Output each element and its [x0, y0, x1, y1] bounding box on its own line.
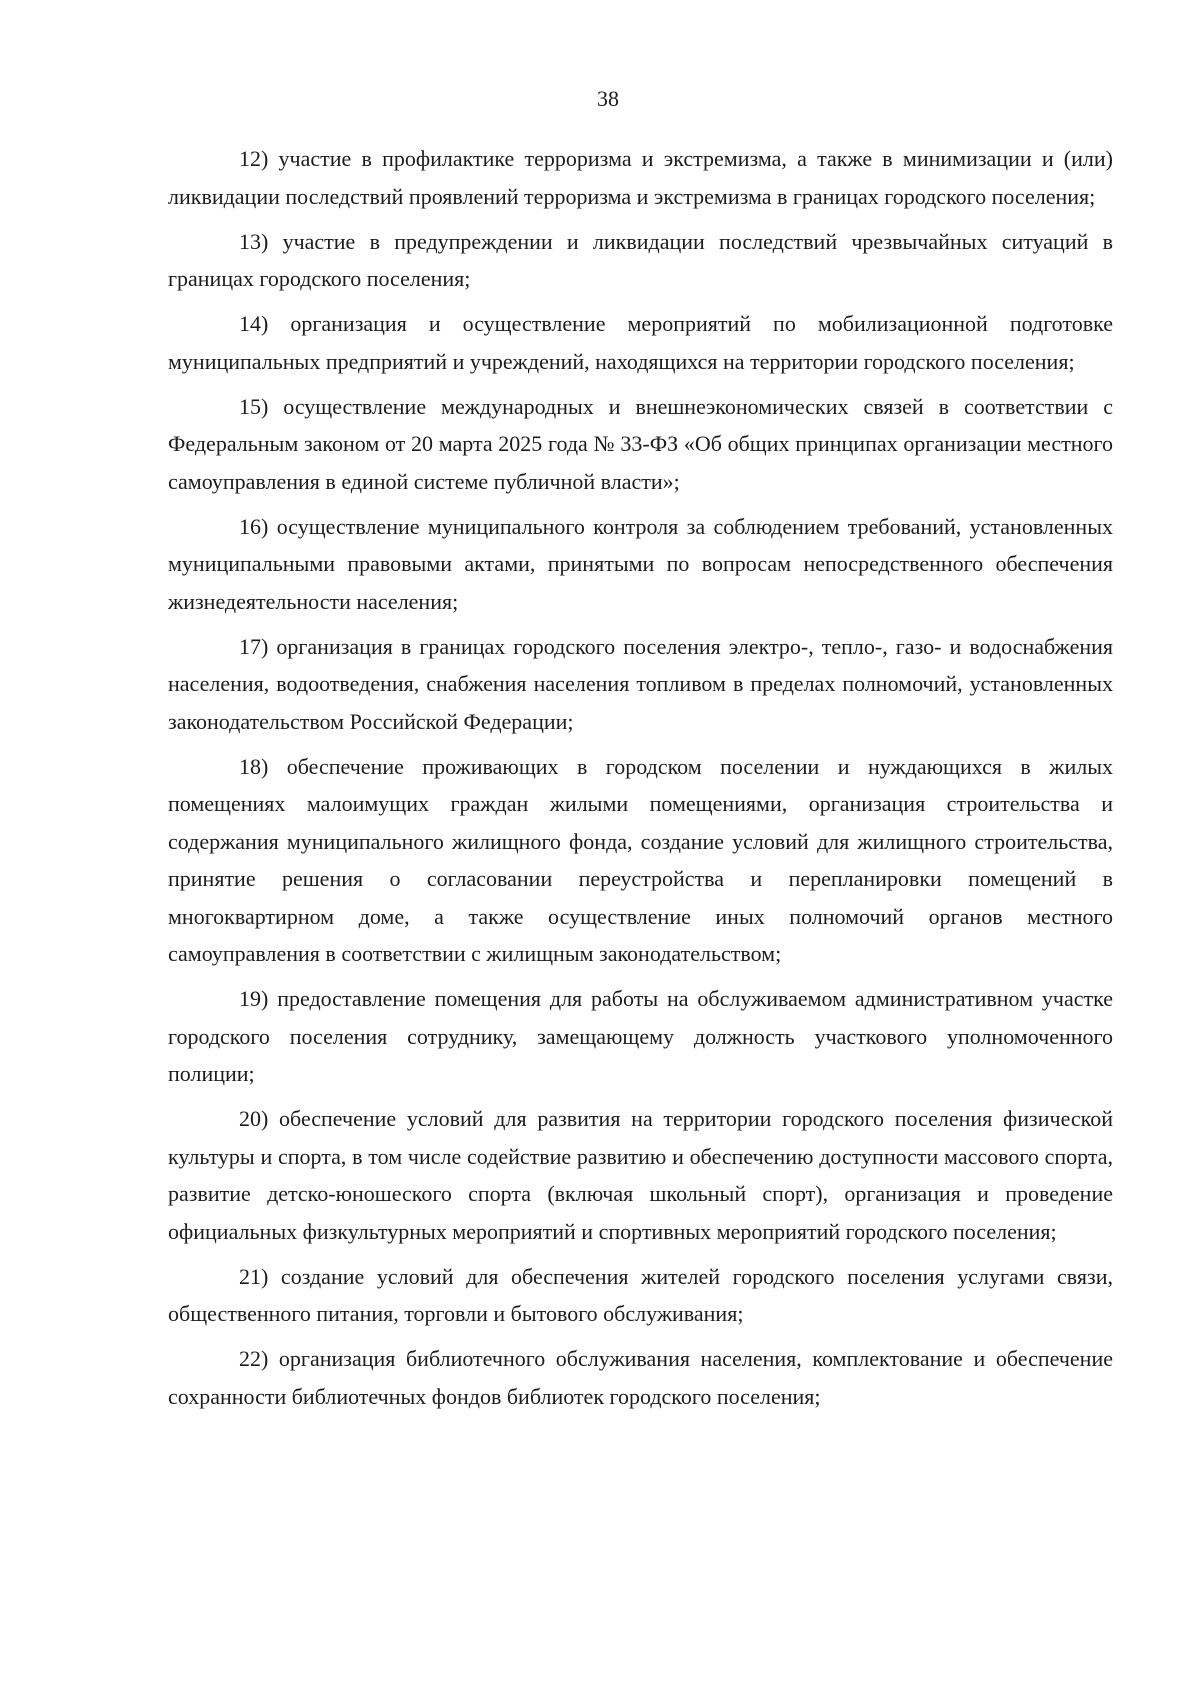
paragraph-item-20: 20) обеспечение условий для развития на территории городского поселения физической культуры и спорта, в том числе содействие развитию и обеспечению доступности массового спорта, развитие детско-юношеского спорта (включая школьный спорт), организация и проведение официальных физкультурных мероприятий и спортивных мероприятий городского поселения;: [168, 1106, 1113, 1244]
paragraph-item-22: 22) организация библиотечного обслуживания населения, комплектование и обеспечение сохранности библиотечных фондов библиотек городского поселения;: [168, 1346, 1113, 1409]
paragraph-item-21: 21) создание условий для обеспечения жителей городского поселения услугами связи, общественного питания, торговли и бытового обслуживания;: [168, 1263, 1113, 1326]
paragraph-item-13: 13) участие в предупреждении и ликвидации последствий чрезвычайных ситуаций в границах городского поселения;: [168, 228, 1113, 291]
paragraph-item-15: 15) осуществление международных и внешнеэкономических связей в соответствии с Федеральным законом от 20 марта 2025 года № 33-ФЗ «Об общих принципах организации местного самоуправления в единой системе публичной власти»;: [168, 393, 1113, 494]
paragraph-item-14: 14) организация и осуществление мероприятий по мобилизационной подготовке муниципальных предприятий и учреждений, находящихся на территории городского поселения;: [168, 311, 1113, 374]
page-number: 38: [597, 86, 619, 111]
paragraph-item-18: 18) обеспечение проживающих в городском поселении и нуждающихся в жилых помещениях малоимущих граждан жилыми помещениями, организация строительства и содержания муниципального жилищного фонда, создание условий для жилищного строительства, принятие решения о согласовании переустройства и перепланировки помещений в многоквартирном доме, а также осуществление иных полномочий органов местного самоуправления в соответствии с жилищным законодательством;: [168, 753, 1113, 966]
paragraph-item-19: 19) предоставление помещения для работы на обслуживаемом административном участке городского поселения сотруднику, замещающему должность участкового уполномоченного полиции;: [168, 986, 1113, 1086]
paragraph-item-16: 16) осуществление муниципального контроля за соблюдением требований, установленных муниципальными правовыми актами, принятыми по вопросам непосредственного обеспечения жизнедеятельности населения;: [168, 513, 1113, 614]
paragraph-item-12: 12) участие в профилактике терроризма и экстремизма, а также в минимизации и (или) ликвидации последствий проявлений терроризма и экстремизма в границах городского поселения;: [168, 146, 1113, 209]
paragraph-item-17: 17) организация в границах городского поселения электро-, тепло-, газо- и водоснабжения населения, водоотведения, снабжения населения топливом в пределах полномочий, установленных законодательством Российской Федерации;: [168, 633, 1113, 734]
document-body: [168, 140, 1113, 1423]
